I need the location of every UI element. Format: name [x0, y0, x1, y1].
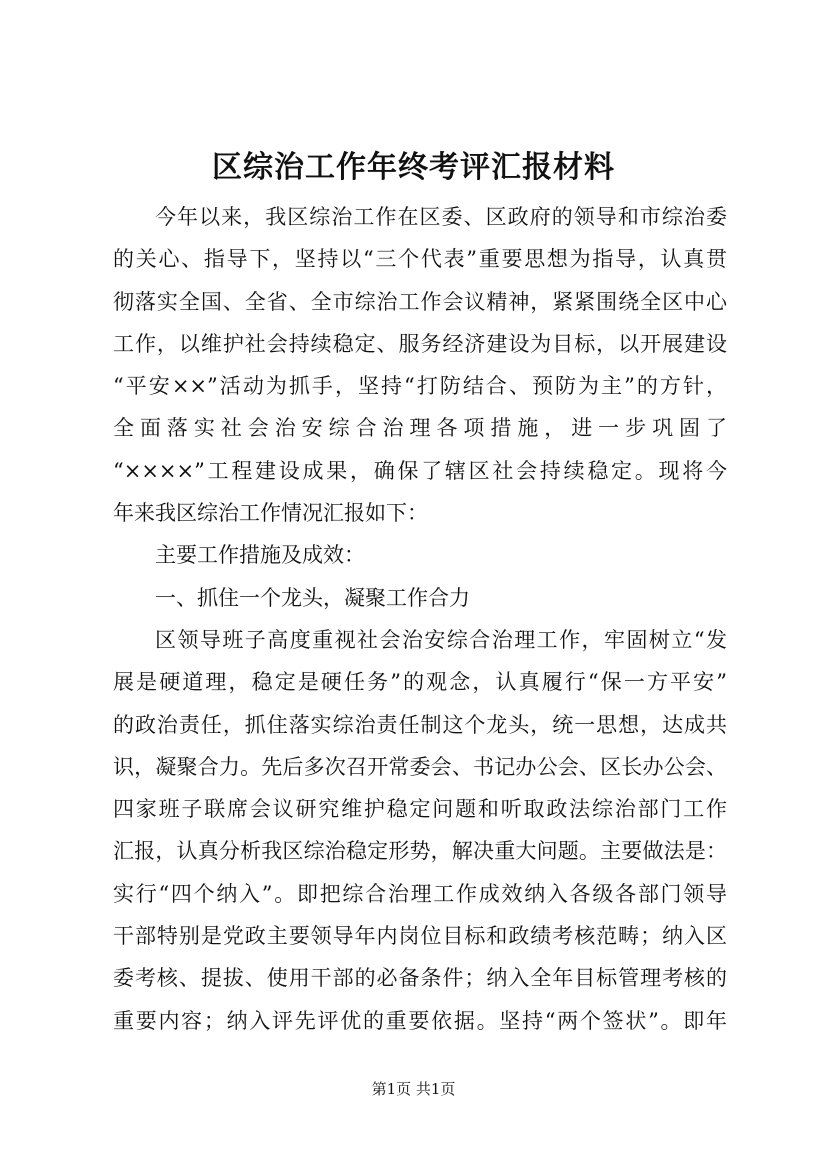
body-line: 全面落实社会治安综合治理各项措施，进一步巩固了	[113, 416, 727, 441]
body-line: 实行“四个纳入”。即把综合治理工作成效纳入各级各部门领导	[113, 881, 727, 906]
body-line: 工作，以维护社会持续稳定、服务经济建设为目标，以开展建设	[113, 331, 727, 356]
body-line: 区领导班子高度重视社会治安综合治理工作，牢固树立“发	[155, 627, 727, 652]
body-line: 的政治责任，抓住落实综治责任制这个龙头，统一思想，达成共	[113, 712, 727, 737]
body-line: 的关心、指导下，坚持以“三个代表”重要思想为指导，认真贯	[113, 247, 727, 272]
section-heading: 主要工作措施及成效：	[155, 543, 365, 568]
body-line: 干部特别是党政主要领导年内岗位目标和政绩考核范畴；纳入区	[113, 924, 727, 949]
body-line: “平安××”活动为抓手，坚持“打防结合、预防为主”的方针，	[113, 374, 727, 399]
section-heading: 一、抓住一个龙头，凝聚工作合力	[155, 585, 470, 610]
document-body	[113, 196, 727, 1042]
document-title: 区综治工作年终考评汇报材料	[212, 150, 615, 185]
body-line: 重要内容；纳入评先评优的重要依据。坚持“两个签状”。即年	[113, 1008, 727, 1033]
body-line: 识，凝聚合力。先后多次召开常委会、书记办公会、区长办公会、	[113, 754, 727, 779]
body-line: 委考核、提拔、使用干部的必备条件；纳入全年目标管理考核的	[113, 966, 727, 991]
body-line: 展是硬道理，稳定是硬任务”的观念，认真履行“保一方平安”	[113, 670, 727, 695]
body-line: 四家班子联席会议研究维护稳定问题和听取政法综治部门工作	[113, 797, 727, 822]
body-line: “××××”工程建设成果，确保了辖区社会持续稳定。现将今	[113, 458, 727, 483]
body-line: 彻落实全国、全省、全市综治工作会议精神，紧紧围绕全区中心	[113, 289, 727, 314]
body-line: 汇报，认真分析我区综治稳定形势，解决重大问题。主要做法是：	[113, 839, 727, 864]
body-line: 年来我区综治工作情况汇报如下：	[113, 501, 428, 526]
page-footer: 第1页 共1页	[371, 1080, 456, 1098]
body-line: 今年以来，我区综治工作在区委、区政府的领导和市综治委	[155, 205, 727, 229]
